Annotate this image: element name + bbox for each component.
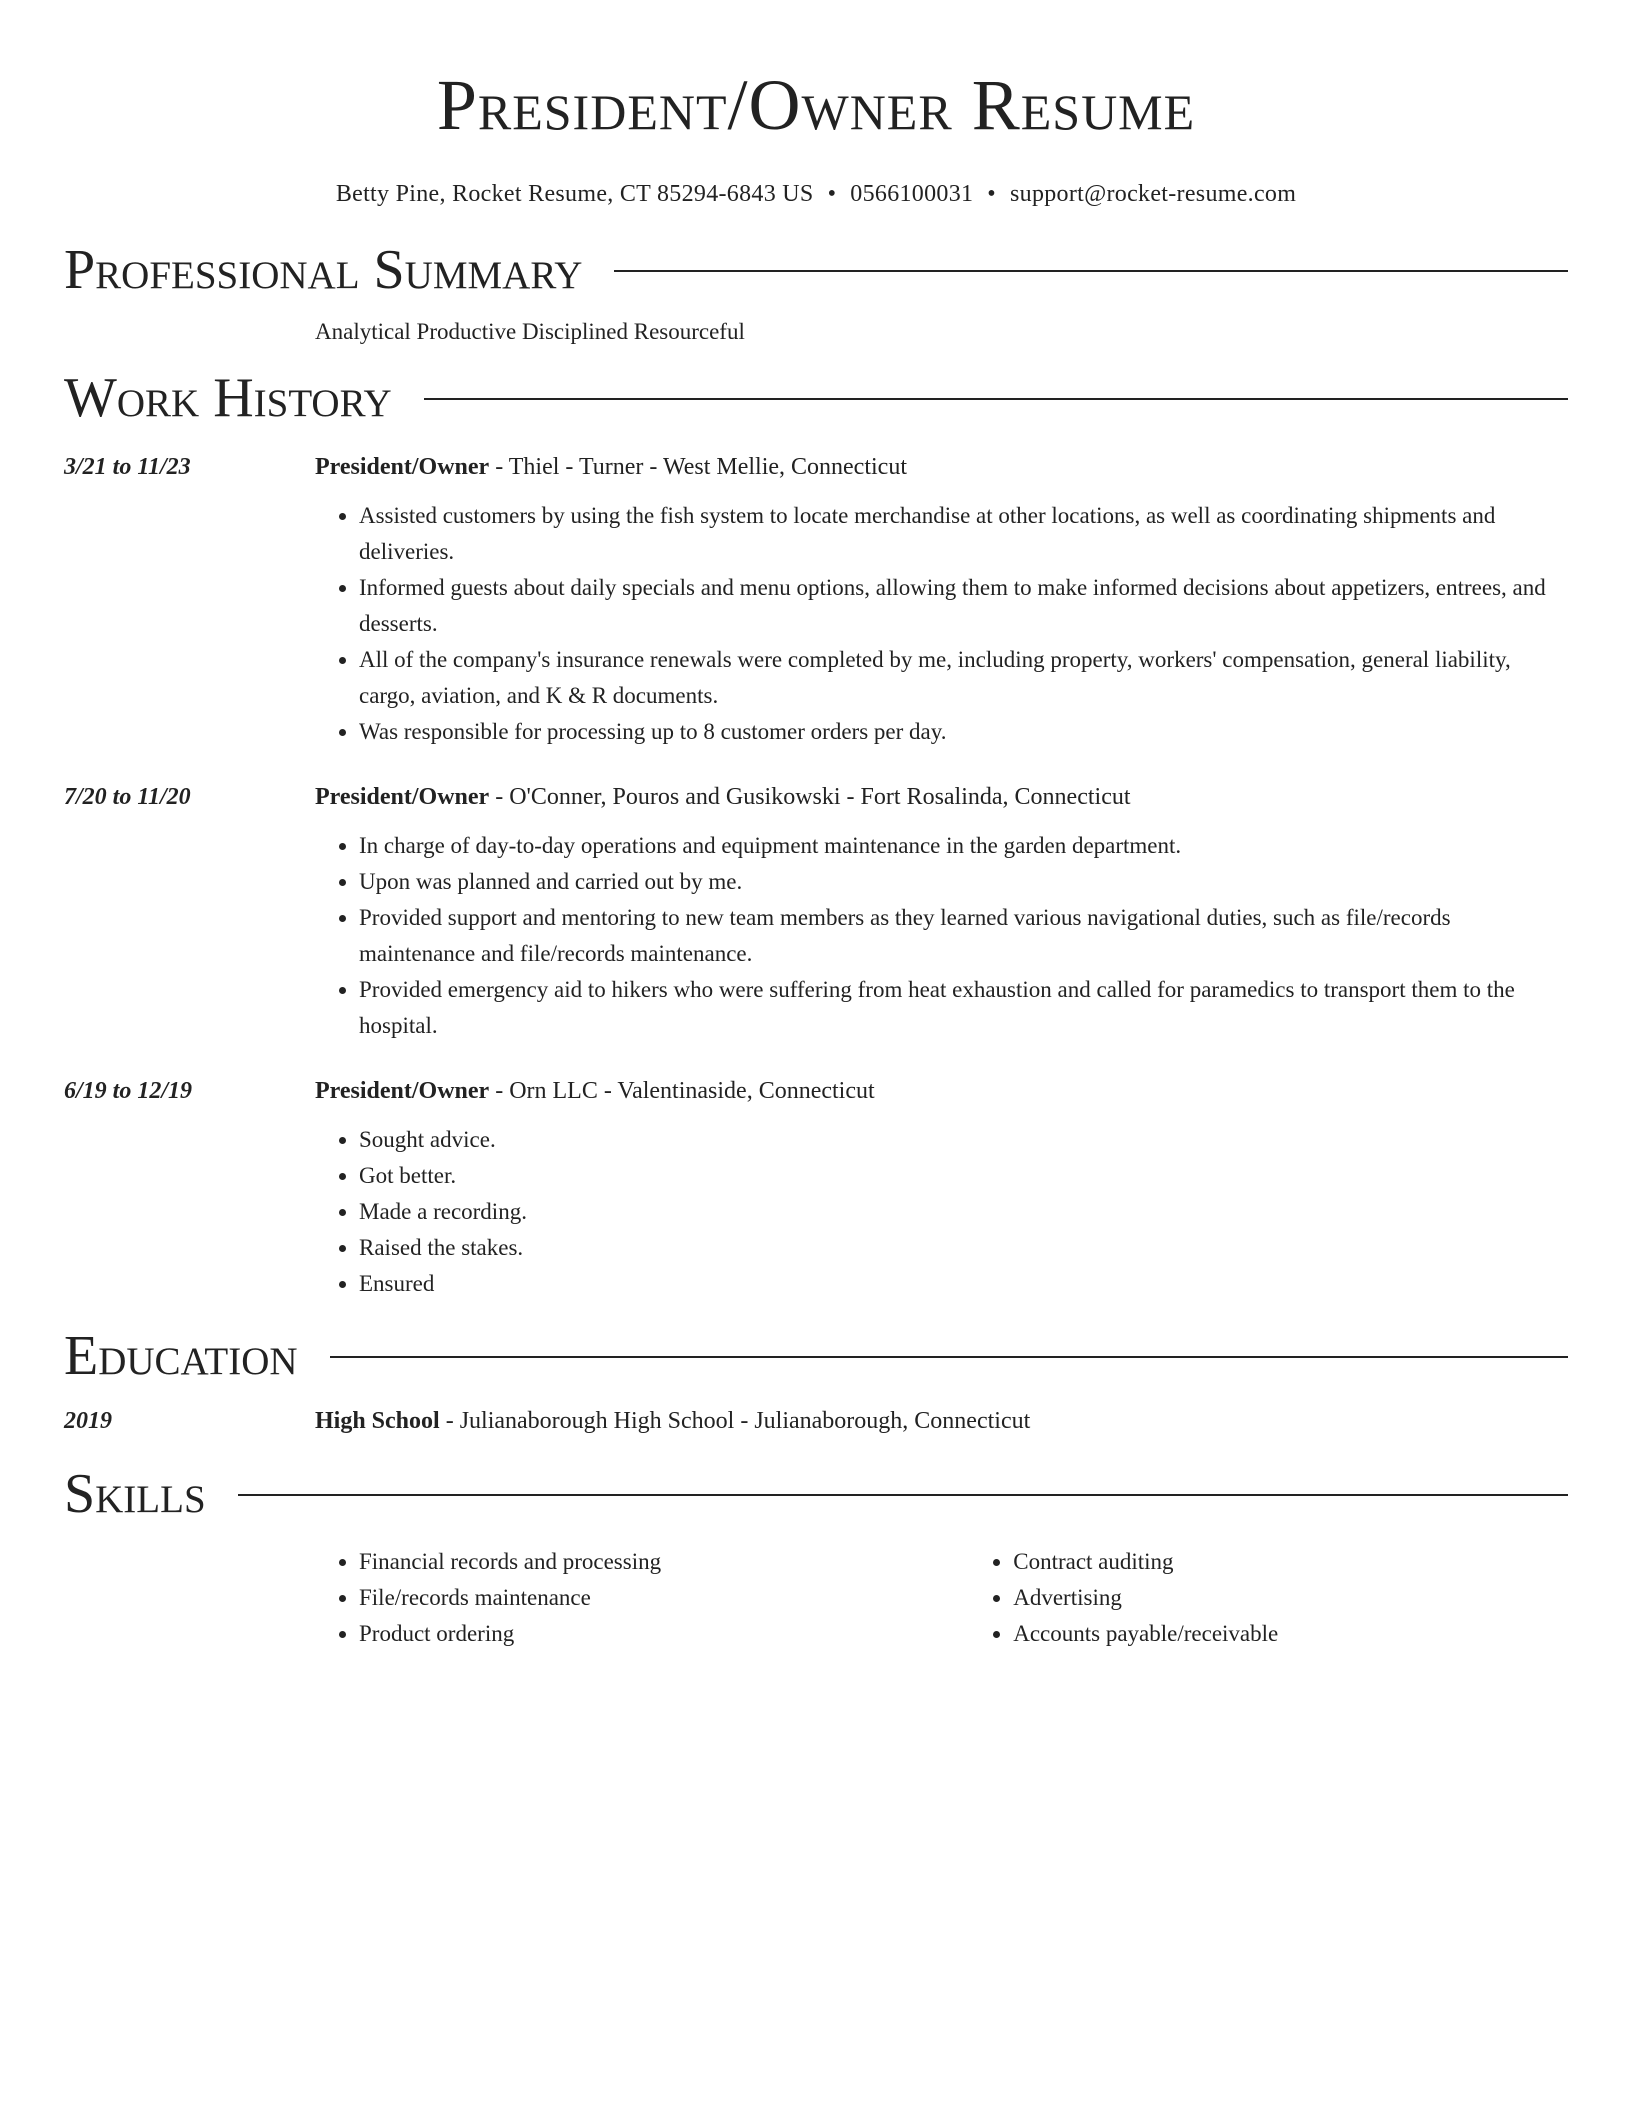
job-bullet: • Ensured xyxy=(359,1266,1568,1302)
education-body xyxy=(315,1404,1568,1438)
job-bullet: • Informed guests about daily specials and menu options, allowing them to make informed decisions about appetizers, entrees, and desserts. xyxy=(359,570,1568,642)
job-bullet: • Provided support and mentoring to new team members as they learned various navigational duties, such as file/records maintenance and file/records maintenance. xyxy=(359,900,1568,972)
section-divider xyxy=(330,1356,1568,1358)
job-body xyxy=(315,450,1568,750)
skills-section-heading xyxy=(64,1462,1568,1526)
section-divider xyxy=(424,398,1568,400)
job-bullet: • Upon was planned and carried out by me. xyxy=(359,864,1568,900)
skills-column xyxy=(315,1544,969,1652)
skill-item: • Accounts payable/receivable xyxy=(1013,1616,1568,1652)
job-bullet: • Made a recording. xyxy=(359,1194,1568,1230)
education-entry xyxy=(64,1404,1568,1438)
skill-item: • File/records maintenance xyxy=(359,1580,969,1616)
job-bullets xyxy=(315,498,1568,750)
education-degree: High School xyxy=(315,1408,440,1434)
job-bullet: • All of the company's insurance renewals were completed by me, including property, workers' compensation, general liability, cargo, aviation, and K & R documents. xyxy=(359,642,1568,714)
job-bullet: • Assisted customers by using the fish system to locate merchandise at other locations, as well as coordinating shipments and deliveries. xyxy=(359,498,1568,570)
job-heading xyxy=(315,1074,1568,1108)
contact-phone: 0566100031 xyxy=(850,181,974,207)
skill-item: • Advertising xyxy=(1013,1580,1568,1616)
job-role: President/Owner xyxy=(315,1078,490,1104)
section-title: Skills xyxy=(64,1463,206,1525)
job-bullet: • Got better. xyxy=(359,1158,1568,1194)
skill-item: • Product ordering xyxy=(359,1616,969,1652)
separator-dot: • xyxy=(827,181,837,207)
contact-address: Betty Pine, Rocket Resume, CT 85294-6843 US xyxy=(335,181,814,207)
education-heading xyxy=(315,1404,1568,1438)
job-entry xyxy=(64,1074,1568,1302)
education-section-heading xyxy=(64,1324,1568,1388)
job-body xyxy=(315,1074,1568,1302)
job-bullets xyxy=(315,1122,1568,1302)
work-history-section-heading xyxy=(64,366,1568,430)
job-heading xyxy=(315,780,1568,814)
section-title: Education xyxy=(64,1325,298,1387)
education-details: - Julianaborough High School - Julianaborough, Connecticut xyxy=(439,1408,1031,1434)
summary-text: Analytical Productive Disciplined Resourceful xyxy=(315,319,745,344)
job-body xyxy=(315,780,1568,1044)
job-bullets xyxy=(315,828,1568,1044)
summary-section-heading xyxy=(64,238,1568,302)
resume-page xyxy=(64,0,1568,1652)
section-title: Professional Summary xyxy=(64,239,583,301)
job-entry xyxy=(64,780,1568,1044)
job-role: President/Owner xyxy=(315,784,490,810)
job-dates: 7/20 to 11/20 xyxy=(64,784,191,810)
resume-title: President/Owner Resume xyxy=(436,65,1196,145)
skills-column xyxy=(969,1544,1568,1652)
job-role: President/Owner xyxy=(315,454,490,480)
job-bullet: • Was responsible for processing up to 8 customer orders per day. xyxy=(359,714,1568,750)
skills-list xyxy=(315,1544,1568,1652)
job-bullet: • Raised the stakes. xyxy=(359,1230,1568,1266)
section-divider xyxy=(238,1494,1568,1496)
skill-item: • Financial records and processing xyxy=(359,1544,969,1580)
separator-dot: • xyxy=(987,181,996,207)
job-bullet: • Sought advice. xyxy=(359,1122,1568,1158)
contact-email[interactable]: support@rocket-resume.com xyxy=(1010,181,1297,207)
education-year: 2019 xyxy=(64,1408,112,1434)
section-title: Work History xyxy=(64,367,392,429)
job-details: - Orn LLC - Valentinaside, Connecticut xyxy=(489,1078,875,1104)
contact-line xyxy=(64,178,1568,210)
skill-item: • Contract auditing xyxy=(1013,1544,1568,1580)
job-bullet: • Provided emergency aid to hikers who were suffering from heat exhaustion and called for paramedics to transport them to the hospital. xyxy=(359,972,1568,1044)
job-entry xyxy=(64,450,1568,750)
section-divider xyxy=(614,270,1568,272)
job-bullet: • In charge of day-to-day operations and equipment maintenance in the garden department. xyxy=(359,828,1568,864)
job-details: - Thiel - Turner - West Mellie, Connecticut xyxy=(489,454,907,480)
job-dates: 6/19 to 12/19 xyxy=(64,1078,193,1104)
job-dates: 3/21 to 11/23 xyxy=(64,454,191,480)
job-details: - O'Conner, Pouros and Gusikowski - Fort Rosalinda, Connecticut xyxy=(489,784,1131,810)
job-heading xyxy=(315,450,1568,484)
